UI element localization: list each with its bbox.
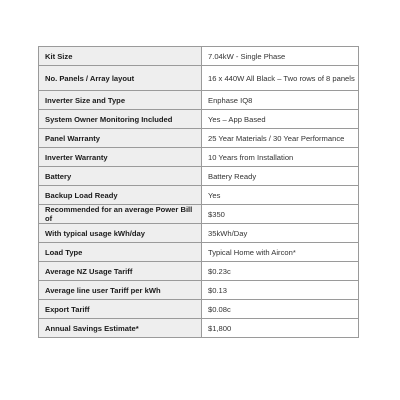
table-row-load-type <box>39 243 359 262</box>
row-label: System Owner Monitoring Included <box>39 110 202 129</box>
table-row-inverter-warranty <box>39 148 359 167</box>
table-row-export-tariff <box>39 300 359 319</box>
row-label: Average line user Tariff per kWh <box>39 281 202 300</box>
row-value: 35kWh/Day <box>202 224 359 243</box>
row-label: No. Panels / Array layout <box>39 66 202 91</box>
table-row-panels-array-layout <box>39 66 359 91</box>
table-row-kit-size <box>39 47 359 66</box>
table-row-annual-savings <box>39 319 359 338</box>
row-value: Battery Ready <box>202 167 359 186</box>
row-value: $0.13 <box>202 281 359 300</box>
row-value: Enphase IQ8 <box>202 91 359 110</box>
row-value: Yes <box>202 186 359 205</box>
table-row-recommended-power-bill <box>39 205 359 224</box>
row-value: 7.04kW - Single Phase <box>202 47 359 66</box>
row-value: 16 x 440W All Black – Two rows of 8 panels <box>202 66 359 91</box>
table-row-battery <box>39 167 359 186</box>
table-row-panel-warranty <box>39 129 359 148</box>
row-label: Kit Size <box>39 47 202 66</box>
solar-kit-spec-table <box>38 46 359 338</box>
row-label: Load Type <box>39 243 202 262</box>
row-label: Inverter Warranty <box>39 148 202 167</box>
row-value: Yes – App Based <box>202 110 359 129</box>
row-label: Backup Load Ready <box>39 186 202 205</box>
row-label: Annual Savings Estimate* <box>39 319 202 338</box>
row-value: Typical Home with Aircon* <box>202 243 359 262</box>
table-row-usage-tariff <box>39 262 359 281</box>
row-value: $0.08c <box>202 300 359 319</box>
table-row-owner-monitoring <box>39 110 359 129</box>
row-label: Battery <box>39 167 202 186</box>
row-label: Panel Warranty <box>39 129 202 148</box>
table-row-backup-load-ready <box>39 186 359 205</box>
row-label: Inverter Size and Type <box>39 91 202 110</box>
row-label: Recommended for an average Power Bill of <box>39 205 202 224</box>
row-label: Average NZ Usage Tariff <box>39 262 202 281</box>
row-value: $350 <box>202 205 359 224</box>
row-value: $0.23c <box>202 262 359 281</box>
row-label: Export Tariff <box>39 300 202 319</box>
row-label: With typical usage kWh/day <box>39 224 202 243</box>
table-row-line-user-tariff <box>39 281 359 300</box>
row-value: 25 Year Materials / 30 Year Performance <box>202 129 359 148</box>
table-row-typical-usage <box>39 224 359 243</box>
row-value: 10 Years from Installation <box>202 148 359 167</box>
table-row-inverter-size-type <box>39 91 359 110</box>
row-value: $1,800 <box>202 319 359 338</box>
